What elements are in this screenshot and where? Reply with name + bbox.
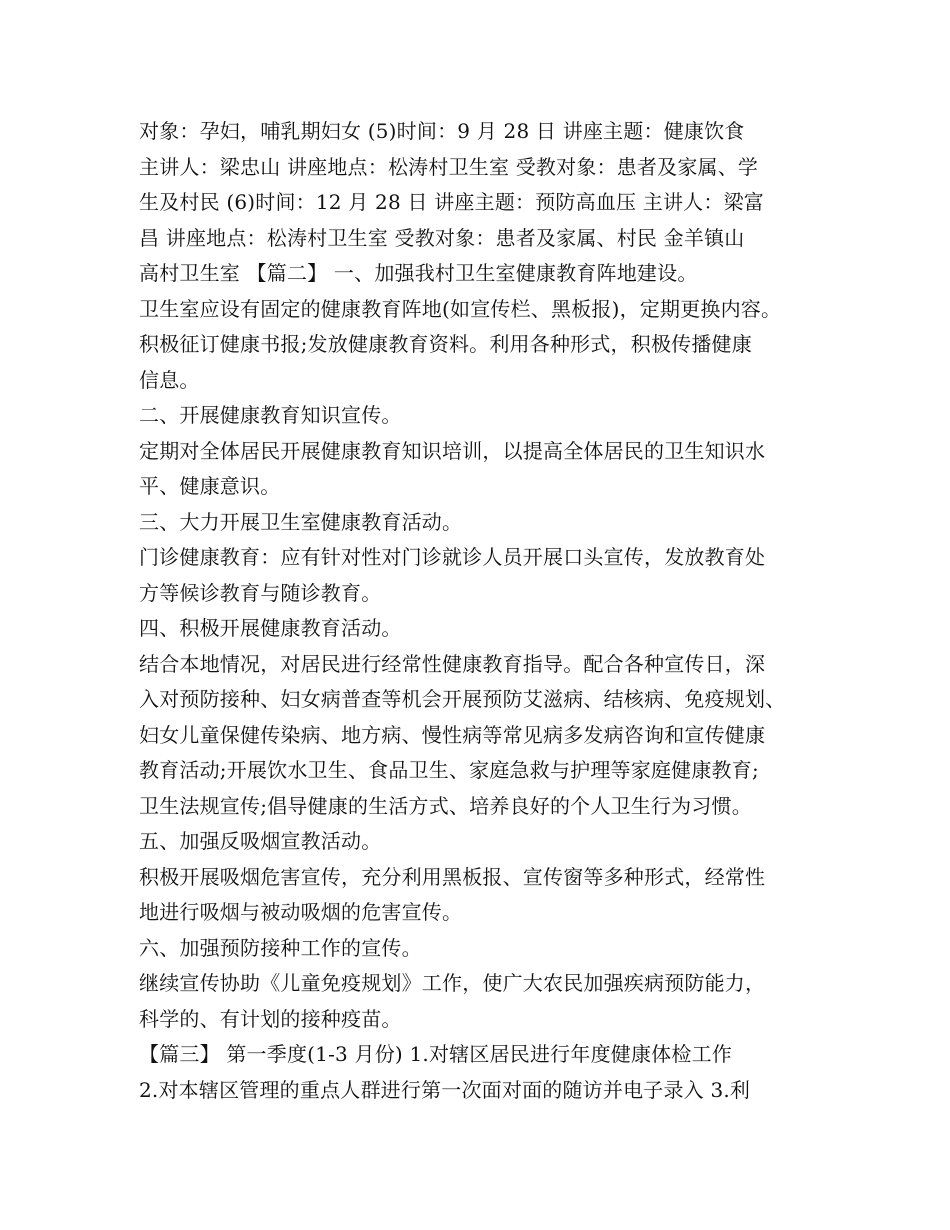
- text-line-18: 妇女儿童保健传染病、地方病、慢性病等常见病多发病咨询和宣传健康: [139, 722, 766, 747]
- text-line-6: 卫生室应设有固定的健康教育阵地(如宣传栏、黑板报)，定期更换内容。: [139, 296, 782, 321]
- section-heading-5: 五、加强反吸烟宣教活动。: [139, 829, 382, 853]
- text-line-28: 2.对本辖区管理的重点人群进行第一次面对面的随访并电子录入 3.利: [139, 1077, 751, 1102]
- text-line-5: 高村卫生室 【篇二】 一、加强我村卫生室健康教育阵地建设。: [139, 261, 698, 285]
- text-line-1: 对象：孕妇，哺乳期妇女 (5)时间：9 月 28 日 讲座主题：健康饮食: [139, 119, 745, 143]
- text-line-8: 信息。: [139, 367, 200, 392]
- text-line-23: 地进行吸烟与被动吸烟的危害宣传。: [139, 900, 463, 924]
- text-line-16: 结合本地情况，对居民进行经常性健康教育指导。配合各种宣传日，深: [139, 651, 766, 676]
- text-line-25: 继续宣传协助《儿童免疫规划》工作，使广大农民加强疾病预防能力，: [139, 971, 766, 995]
- section-heading-2: 二、开展健康教育知识宣传。: [139, 403, 402, 427]
- section-heading-3: 三、大力开展卫生室健康教育活动。: [139, 509, 463, 534]
- text-line-17: 入对预防接种、妇女病普查等机会开展预防艾滋病、结核病、免疫规划、: [139, 687, 786, 711]
- text-line-13: 门诊健康教育：应有针对性对门诊就诊人员开展口头宣传，发放教育处: [139, 545, 766, 569]
- section-heading-6: 六、加强预防接种工作的宣传。: [139, 935, 422, 960]
- text-line-3: 生及村民 (6)时间：12 月 28 日 讲座主题：预防高血压 主讲人：梁富: [139, 190, 764, 214]
- text-line-14: 方等候诊教育与随诊教育。: [139, 580, 382, 605]
- text-line-19: 教育活动;开展饮水卫生、食品卫生、家庭急救与护理等家庭健康教育;: [139, 758, 759, 782]
- text-line-11: 平、健康意识。: [139, 474, 281, 498]
- text-line-10: 定期对全体居民开展健康教育知识培训，以提高全体居民的卫生知识水: [139, 438, 766, 463]
- text-line-2: 主讲人：梁忠山 讲座地点：松涛村卫生室 受教对象：患者及家属、学: [139, 154, 759, 179]
- text-line-7: 积极征订健康书报;发放健康教育资料。利用各种形式，积极传播健康: [139, 332, 752, 356]
- text-line-26: 科学的、有计划的接种疫苗。: [139, 1006, 402, 1031]
- document-page: [139, 114, 839, 1108]
- text-line-27: 【篇三】 第一季度(1-3 月份) 1.对辖区居民进行年度健康体检工作: [139, 1042, 732, 1066]
- section-heading-4: 四、积极开展健康教育活动。: [139, 616, 402, 640]
- text-line-4: 昌 讲座地点：松涛村卫生室 受教对象：患者及家属、村民 金羊镇山: [139, 225, 745, 250]
- text-line-22: 积极开展吸烟危害宣传，充分利用黑板报、宣传窗等多种形式，经常性: [139, 864, 766, 889]
- text-line-20: 卫生法规宣传;倡导健康的生活方式、培养良好的个人卫生行为习惯。: [139, 793, 752, 818]
